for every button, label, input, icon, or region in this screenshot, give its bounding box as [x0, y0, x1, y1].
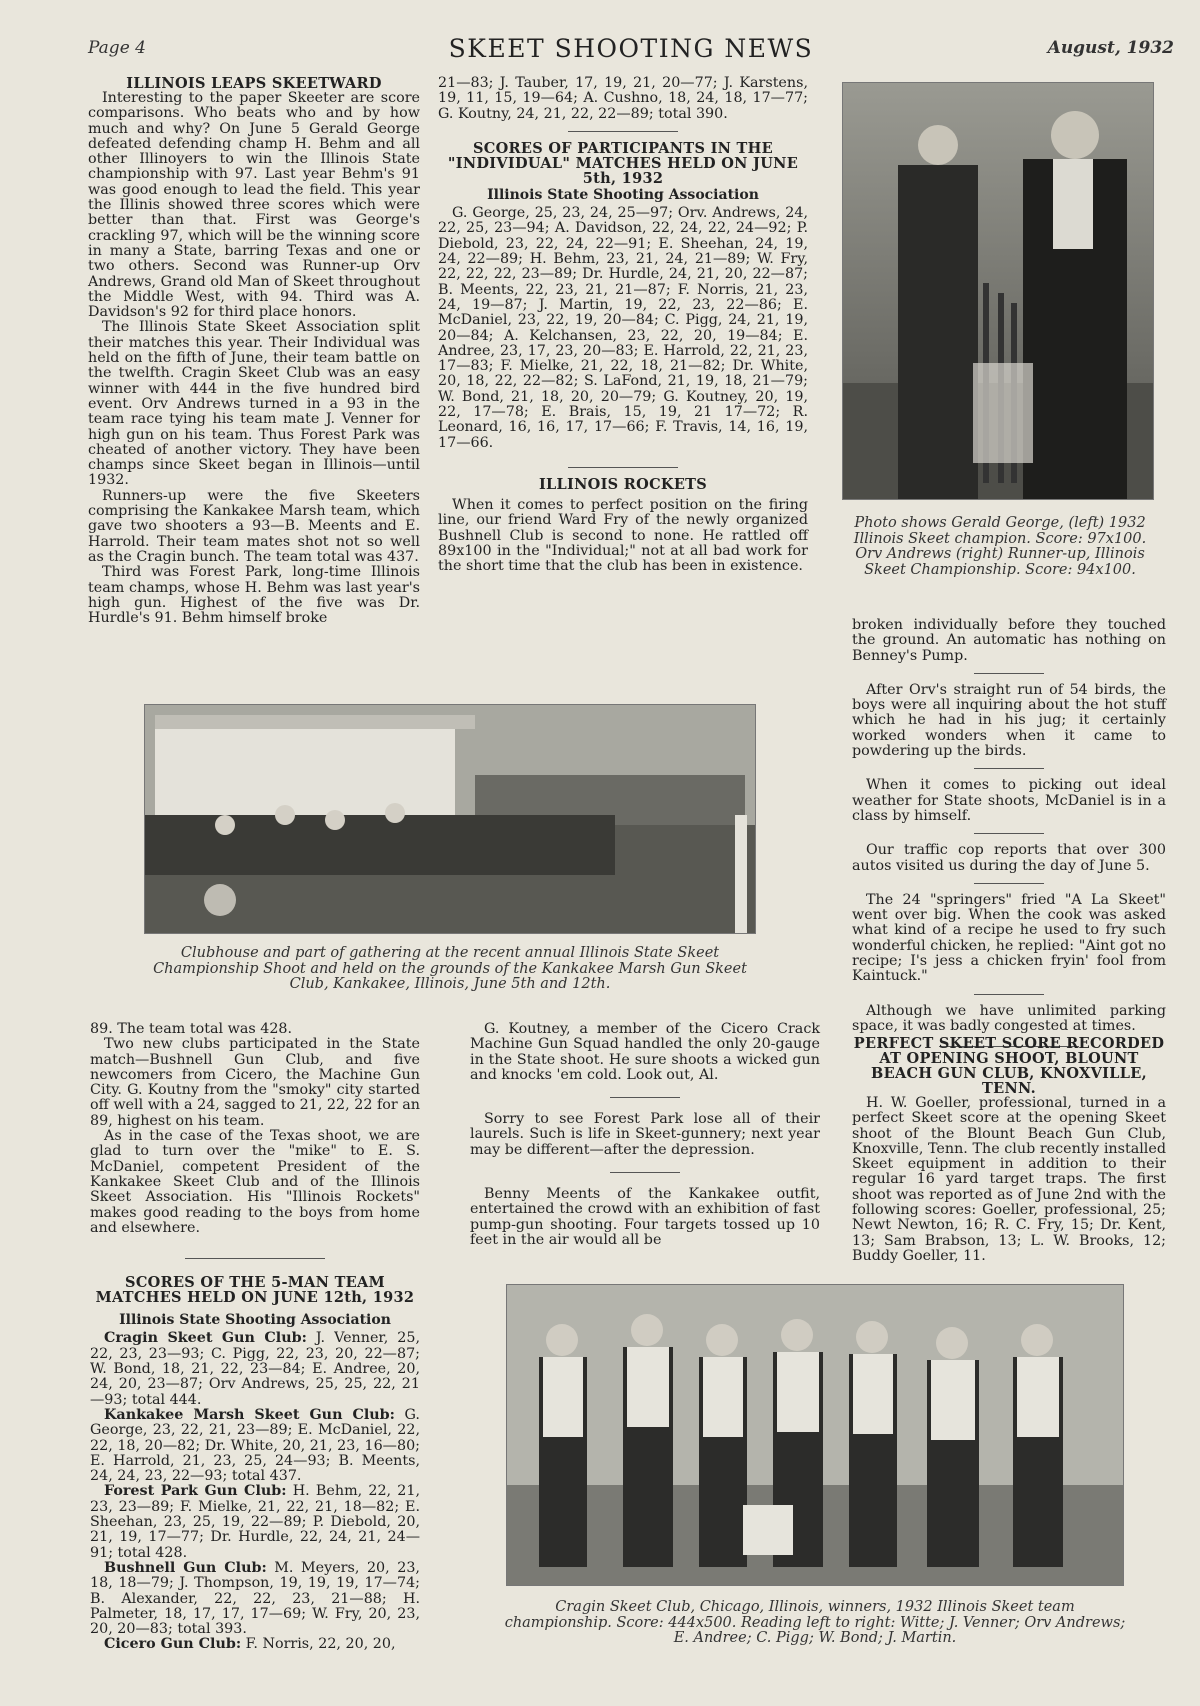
- paragraph: 21—83; J. Tauber, 17, 19, 21, 20—77; J. Karstens, 19, 11, 15, 19—64; A. Cushno, 18, 24, 18, 17—77; G. Koutny, 24, 21, 22, 22—89; total 390.: [438, 75, 808, 122]
- divider: [568, 467, 678, 468]
- issue-date: August, 1932: [1047, 38, 1174, 58]
- paragraph: Benny Meents of the Kankakee outfit, entertained the crowd with an exhibition of fast pump-gun shooting. Four targets tossed up 10 feet in the air would all be: [470, 1186, 820, 1248]
- paragraph: Sorry to see Forest Park lose all of their laurels. Such is life in Skeet-gunnery; next year may be different—after the depression.: [470, 1111, 820, 1158]
- article-individual-scores: [438, 76, 808, 574]
- headline-perfect-skeet: PERFECT SKEET SCORE RECORDED AT OPENING SHOOT, BLOUNT BEACH GUN CLUB, KNOXVILLE, TENN.: [853, 1035, 1165, 1097]
- photo-caption: Photo shows Gerald George, (left) 1932 Illinois Skeet champion. Score: 97x100. Orv Andrews (right) Runner-up, Illinois Skeet Championship. Score: 94x100.: [853, 515, 1147, 578]
- paragraph: broken individually before they touched the ground. An automatic has nothing on Benney's Pump.: [852, 617, 1166, 664]
- paragraph: Our traffic cop reports that over 300 autos visited us during the day of June 5.: [852, 842, 1166, 874]
- headline-illinois-rockets: ILLINOIS ROCKETS: [538, 475, 708, 493]
- scores: G. George, 23, 22, 21, 23—89; E. McDaniel, 22, 22, 18, 20—82; Dr. White, 20, 21, 23, 16—80; E. Harrold, 21, 23, 25, 24—93; B. Meents, 24, 24, 23, 22—93; total 437.: [90, 1406, 420, 1485]
- paragraph: After Orv's straight run of 54 birds, the boys were all inquiring about the hot stuff which he had in his jug; it certainly worked wonders when it came to powdering up the birds.: [852, 681, 1166, 760]
- team-result: [90, 1408, 420, 1484]
- headline-team-scores: SCORES OF THE 5-MAN TEAM MATCHES HELD ON JUNE 12th, 1932: [95, 1274, 415, 1307]
- photo-cragin-team: [506, 1284, 1124, 1586]
- club-name: Forest Park Gun Club:: [104, 1483, 287, 1500]
- paragraph: Interesting to the paper Skeeter are score comparisons. Who beats who and by how much and why? On June 5 Gerald George defeated defending champ H. Behm and all other Illinoyers to win the Illinois State championship with 97. Last year Behm's 91 was good enough to lead the field. This year the Illinis showed three scores which were better than that. First was George's crackling 97, which will be the winning score in many a State, barring Texas and one or two others. Second was Runner-up Orv Andrews, Grand old Man of Skeet throughout the Middle West, with 94. Third was A. Davidson's 92 for third place honors.: [88, 90, 420, 321]
- club-name: Kankakee Marsh Skeet Gun Club:: [104, 1406, 395, 1423]
- paragraph: H. W. Goeller, professional, turned in a perfect Skeet score at the opening Skeet shoot of the Blount Beach Gun Club, Knoxville, Tenn. The club recently installed Skeet equipment in addition to their regular 16 yard target traps. The first shoot was reported as of June 2nd with the following scores: Goeller, professional, 25; Newt Newton, 16; R. C. Fry, 15; Dr. Kent, 13; Sam Brabson, 13; L. W. Brooks, 12; Buddy Goeller, 11.: [852, 1095, 1166, 1264]
- paragraph: 89. The team total was 428.: [90, 1021, 293, 1037]
- paragraph: The 24 "springers" fried "A La Skeet" went over big. When the cook was asked what kind of a recipe he used to fry such wonderful chicken, he replied: "Aint got no recipe; I's jess a chicken fryin' fool from Kaintuck.": [852, 891, 1166, 985]
- photo-caption: Cragin Skeet Club, Chicago, Illinois, winners, 1932 Illinois Skeet team championship. Score: 444x500. Reading left to right: Witte; J. Venner; Orv Andrews; E. Andree; C. Pigg; W. Bond; J. Martin.: [504, 1599, 1126, 1646]
- photo-george-andrews: [842, 82, 1154, 500]
- team-result: [90, 1331, 420, 1407]
- page-header: [88, 34, 1174, 68]
- subheadline: Illinois State Shooting Association: [487, 186, 759, 203]
- photo-caption: Clubhouse and part of gathering at the recent annual Illinois State Skeet Championship Shoot and held on the grounds of the Kankakee Marsh Gun Skeet Club, Kankakee, Illinois, June 5th and 12th.: [153, 945, 747, 992]
- article-notes: [852, 618, 1166, 1056]
- paragraph: Two new clubs participated in the State match—Bushnell Gun Club, and five newcomers from Cicero, the Machine Gun City. G. Koutny from the "smoky" city started off well with a 24, sagged to 21, 22, 22 for an 89, highest on his team.: [90, 1036, 420, 1129]
- photo-image: [145, 705, 755, 933]
- paragraph: G. George, 25, 23, 24, 25—97; Orv. Andrews, 24, 22, 25, 23—94; A. Davidson, 22, 24, 22, 24—92; P. Diebold, 23, 22, 24, 22—91; E. Sheehan, 24, 19, 24, 22—89; H. Behm, 23, 21, 24, 21—89; W. Fry, 22, 22, 22, 23—89; Dr. Hurdle, 24, 21, 20, 22—87; B. Meents, 22, 23, 21, 21—87; F. Norris, 21, 23, 24, 19—87; J. Martin, 19, 22, 23, 22—86; E. McDaniel, 23, 22, 19, 20—84; C. Pigg, 24, 21, 19, 20—84; A. Kelchansen, 23, 22, 20, 19—84; E. Andree, 23, 17, 23, 20—83; E. Harrold, 22, 21, 23, 17—83; F. Mielke, 21, 22, 18, 21—82; Dr. White, 20, 18, 22, 22—82; S. LaFond, 21, 19, 18, 21—79; W. Bond, 21, 18, 20, 20—79; G. Koutney, 20, 19, 22, 17—78; E. Brais, 15, 19, 21 17—72; R. Leonard, 16, 16, 17, 17—66; F. Travis, 14, 16, 19, 17—66.: [438, 205, 808, 451]
- scores: M. Meyers, 20, 23, 18, 18—79; J. Thompson, 19, 19, 19, 17—74; B. Alexander, 22, 22, 23, 21—88; H. Palmeter, 18, 17, 17, 17—69; W. Fry, 20, 23, 20, 20—83; total 393.: [90, 1559, 420, 1638]
- headline-illinois-leaps: ILLINOIS LEAPS SKEETWARD: [126, 75, 382, 92]
- divider: [974, 994, 1044, 995]
- paragraph: When it comes to perfect position on the firing line, our friend Ward Fry of the newly organized Bushnell Club is second to none. He rattled off 89x100 in the "Individual;" not at all bad work for the short time that the club has been in existence.: [438, 496, 808, 575]
- paragraph: G. Koutney, a member of the Cicero Crack Machine Gun Squad handled the only 20-gauge in the State shoot. He sure shoots a wicked gun and knocks 'em cold. Look out, Al.: [470, 1021, 820, 1083]
- subheadline: Illinois State Shooting Association: [119, 1312, 391, 1329]
- paragraph: Runners-up were the five Skeeters comprising the Kankakee Marsh team, which gave two shooters a 93—B. Meents and E. Harrold. Their team mates shot not so well as the Cragin bunch. The team total was 437.: [88, 487, 420, 565]
- team-result: [90, 1484, 420, 1560]
- scores: H. Behm, 22, 21, 23, 23—89; F. Mielke, 21, 22, 21, 18—82; E. Sheehan, 23, 25, 19, 22—89; P. Diebold, 20, 21, 19, 17—77; Dr. Hurdle, 22, 24, 21, 24—91; total 428.: [90, 1483, 420, 1561]
- divider: [974, 673, 1044, 674]
- paragraph: Although we have unlimited parking space, it was badly congested at times.: [852, 1002, 1166, 1034]
- divider: [974, 883, 1044, 884]
- club-name: Cragin Skeet Gun Club:: [104, 1330, 307, 1347]
- divider: [610, 1097, 680, 1098]
- publication-title: SKEET SHOOTING NEWS: [448, 34, 814, 63]
- scores: J. Venner, 25, 22, 23, 23—93; C. Pigg, 22, 23, 20, 22—87; W. Bond, 18, 21, 22, 23—84; E. Andree, 20, 24, 20, 23—87; Orv Andrews, 25, 25, 22, 21—93; total 444.: [90, 1330, 420, 1408]
- paragraph: As in the case of the Texas shoot, we are glad to turn over the "mike" to E. S. McDaniel, competent President of the Kankakee Skeet Club and of the Illinois Skeet Association. His "Illinois Rockets" makes good reading to the boys from home and elsewhere.: [90, 1128, 420, 1236]
- headline-individual-scores: SCORES OF PARTICIPANTS IN THE "INDIVIDUAL" MATCHES HELD ON JUNE 5th, 1932: [447, 139, 799, 187]
- club-name: Bushnell Gun Club:: [104, 1559, 267, 1576]
- paragraph: When it comes to picking out ideal weather for State shoots, McDaniel is in a class by himself.: [852, 777, 1166, 824]
- divider: [610, 1172, 680, 1173]
- divider: [568, 131, 678, 132]
- page-number: Page 4: [88, 38, 146, 58]
- paragraph: The Illinois State Skeet Association split their matches this year. Their Individual was held on the fifth of June, their team battle on the twelfth. Cragin Skeet Club was an easy winner with 444 in the five hundred bird event. Orv Andrews turned in a 93 in the team race tying his team mate J. Venner for high gun on his team. Thus Forest Park was cheated of another victory. They have been champs since Skeet began in Illinois—until 1932.: [88, 319, 420, 489]
- club-name: Cicero Gun Club:: [104, 1636, 242, 1653]
- divider: [185, 1258, 325, 1259]
- article-perfect-skeet: [852, 1036, 1166, 1264]
- divider: [974, 833, 1044, 834]
- photo-image: [507, 1285, 1123, 1585]
- team-result: [90, 1637, 420, 1652]
- scores: F. Norris, 22, 20, 20,: [241, 1636, 396, 1653]
- paragraph: Third was Forest Park, long-time Illinois team champs, whose H. Behm was last year's high gun. Highest of the five was Dr. Hurdle's 91. Behm himself broke: [88, 564, 420, 627]
- divider: [974, 768, 1044, 769]
- article-illinois-leaps: [88, 76, 420, 626]
- team-result: [90, 1561, 420, 1637]
- photo-image: [843, 83, 1153, 499]
- photo-clubhouse-gathering: [144, 704, 756, 934]
- article-team-scores: [90, 1022, 420, 1653]
- article-notes-2: [470, 1022, 820, 1248]
